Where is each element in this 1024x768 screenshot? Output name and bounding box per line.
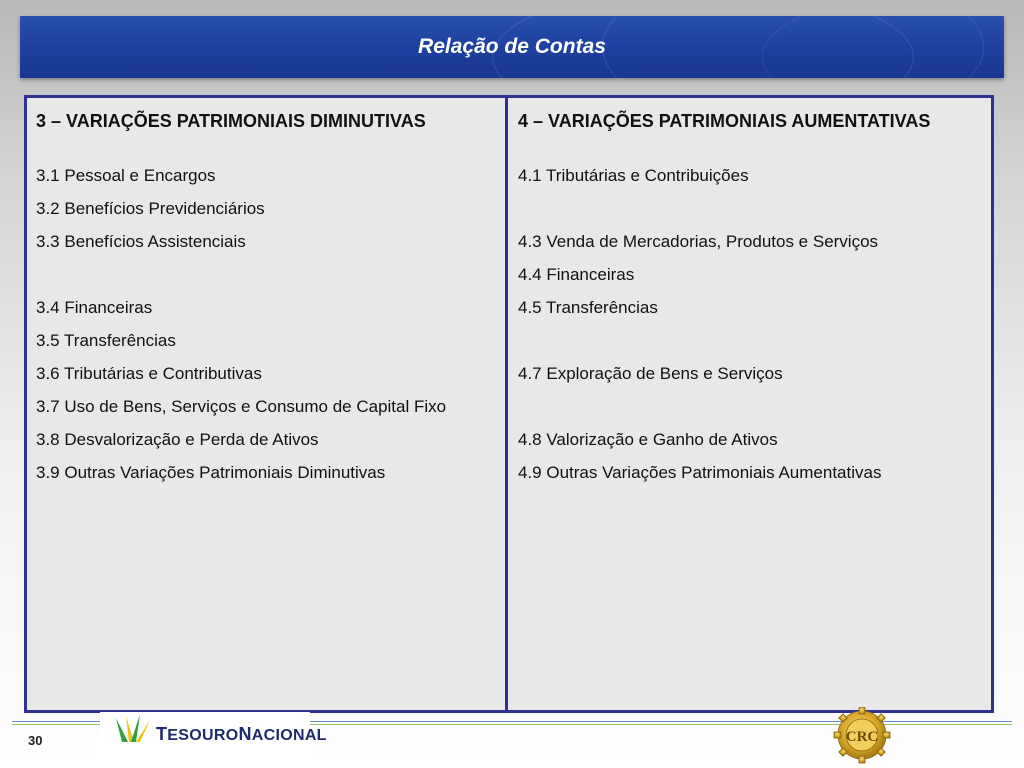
left-column	[27, 98, 508, 710]
right-item: 4.8 Valorização e Ganho de Ativos	[518, 430, 778, 449]
left-item: 3.7 Uso de Bens, Serviços e Consumo de Capital Fixo	[36, 397, 447, 416]
left-item: 3.8 Desvalorização e Perda de Ativos	[36, 430, 319, 449]
tesouro-emblem-icon	[110, 712, 156, 756]
right-column	[508, 98, 991, 710]
left-item: 3.9 Outras Variações Patrimoniais Diminutivas	[36, 463, 386, 482]
right-item: 4.4 Financeiras	[518, 265, 635, 284]
right-item: 4.3 Venda de Mercadorias, Produtos e Serviços	[518, 232, 879, 251]
right-item: 4.7 Exploração de Bens e Serviços	[518, 364, 783, 383]
tesouro-nacional-logo	[100, 712, 327, 758]
left-item: 3.5 Transferências	[36, 331, 176, 350]
left-item: 3.4 Financeiras	[36, 298, 153, 317]
right-item: 4.9 Outras Variações Patrimoniais Aumentativas	[518, 463, 882, 482]
left-item: 3.3 Benefícios Assistenciais	[36, 232, 246, 251]
accounts-table	[24, 95, 994, 713]
crc-emblem-icon	[826, 707, 898, 765]
slide-title: Relação de Contas	[418, 35, 606, 58]
tesouro-wordmark: TESOURONACIONAL	[156, 724, 327, 744]
crc-logo-text: CRC	[845, 729, 879, 745]
left-item: 3.2 Benefícios Previdenciários	[36, 199, 265, 218]
left-column-header: 3 – VARIAÇÕES PATRIMONIAIS DIMINUTIVAS	[36, 111, 426, 131]
title-bar	[20, 16, 1004, 78]
right-column-header: 4 – VARIAÇÕES PATRIMONIAIS AUMENTATIVAS	[518, 111, 931, 131]
right-item: 4.1 Tributárias e Contribuições	[518, 166, 749, 185]
page-number: 30	[28, 733, 43, 748]
right-item: 4.5 Transferências	[518, 298, 658, 317]
left-item: 3.6 Tributárias e Contributivas	[36, 364, 262, 383]
left-item: 3.1 Pessoal e Encargos	[36, 166, 216, 185]
